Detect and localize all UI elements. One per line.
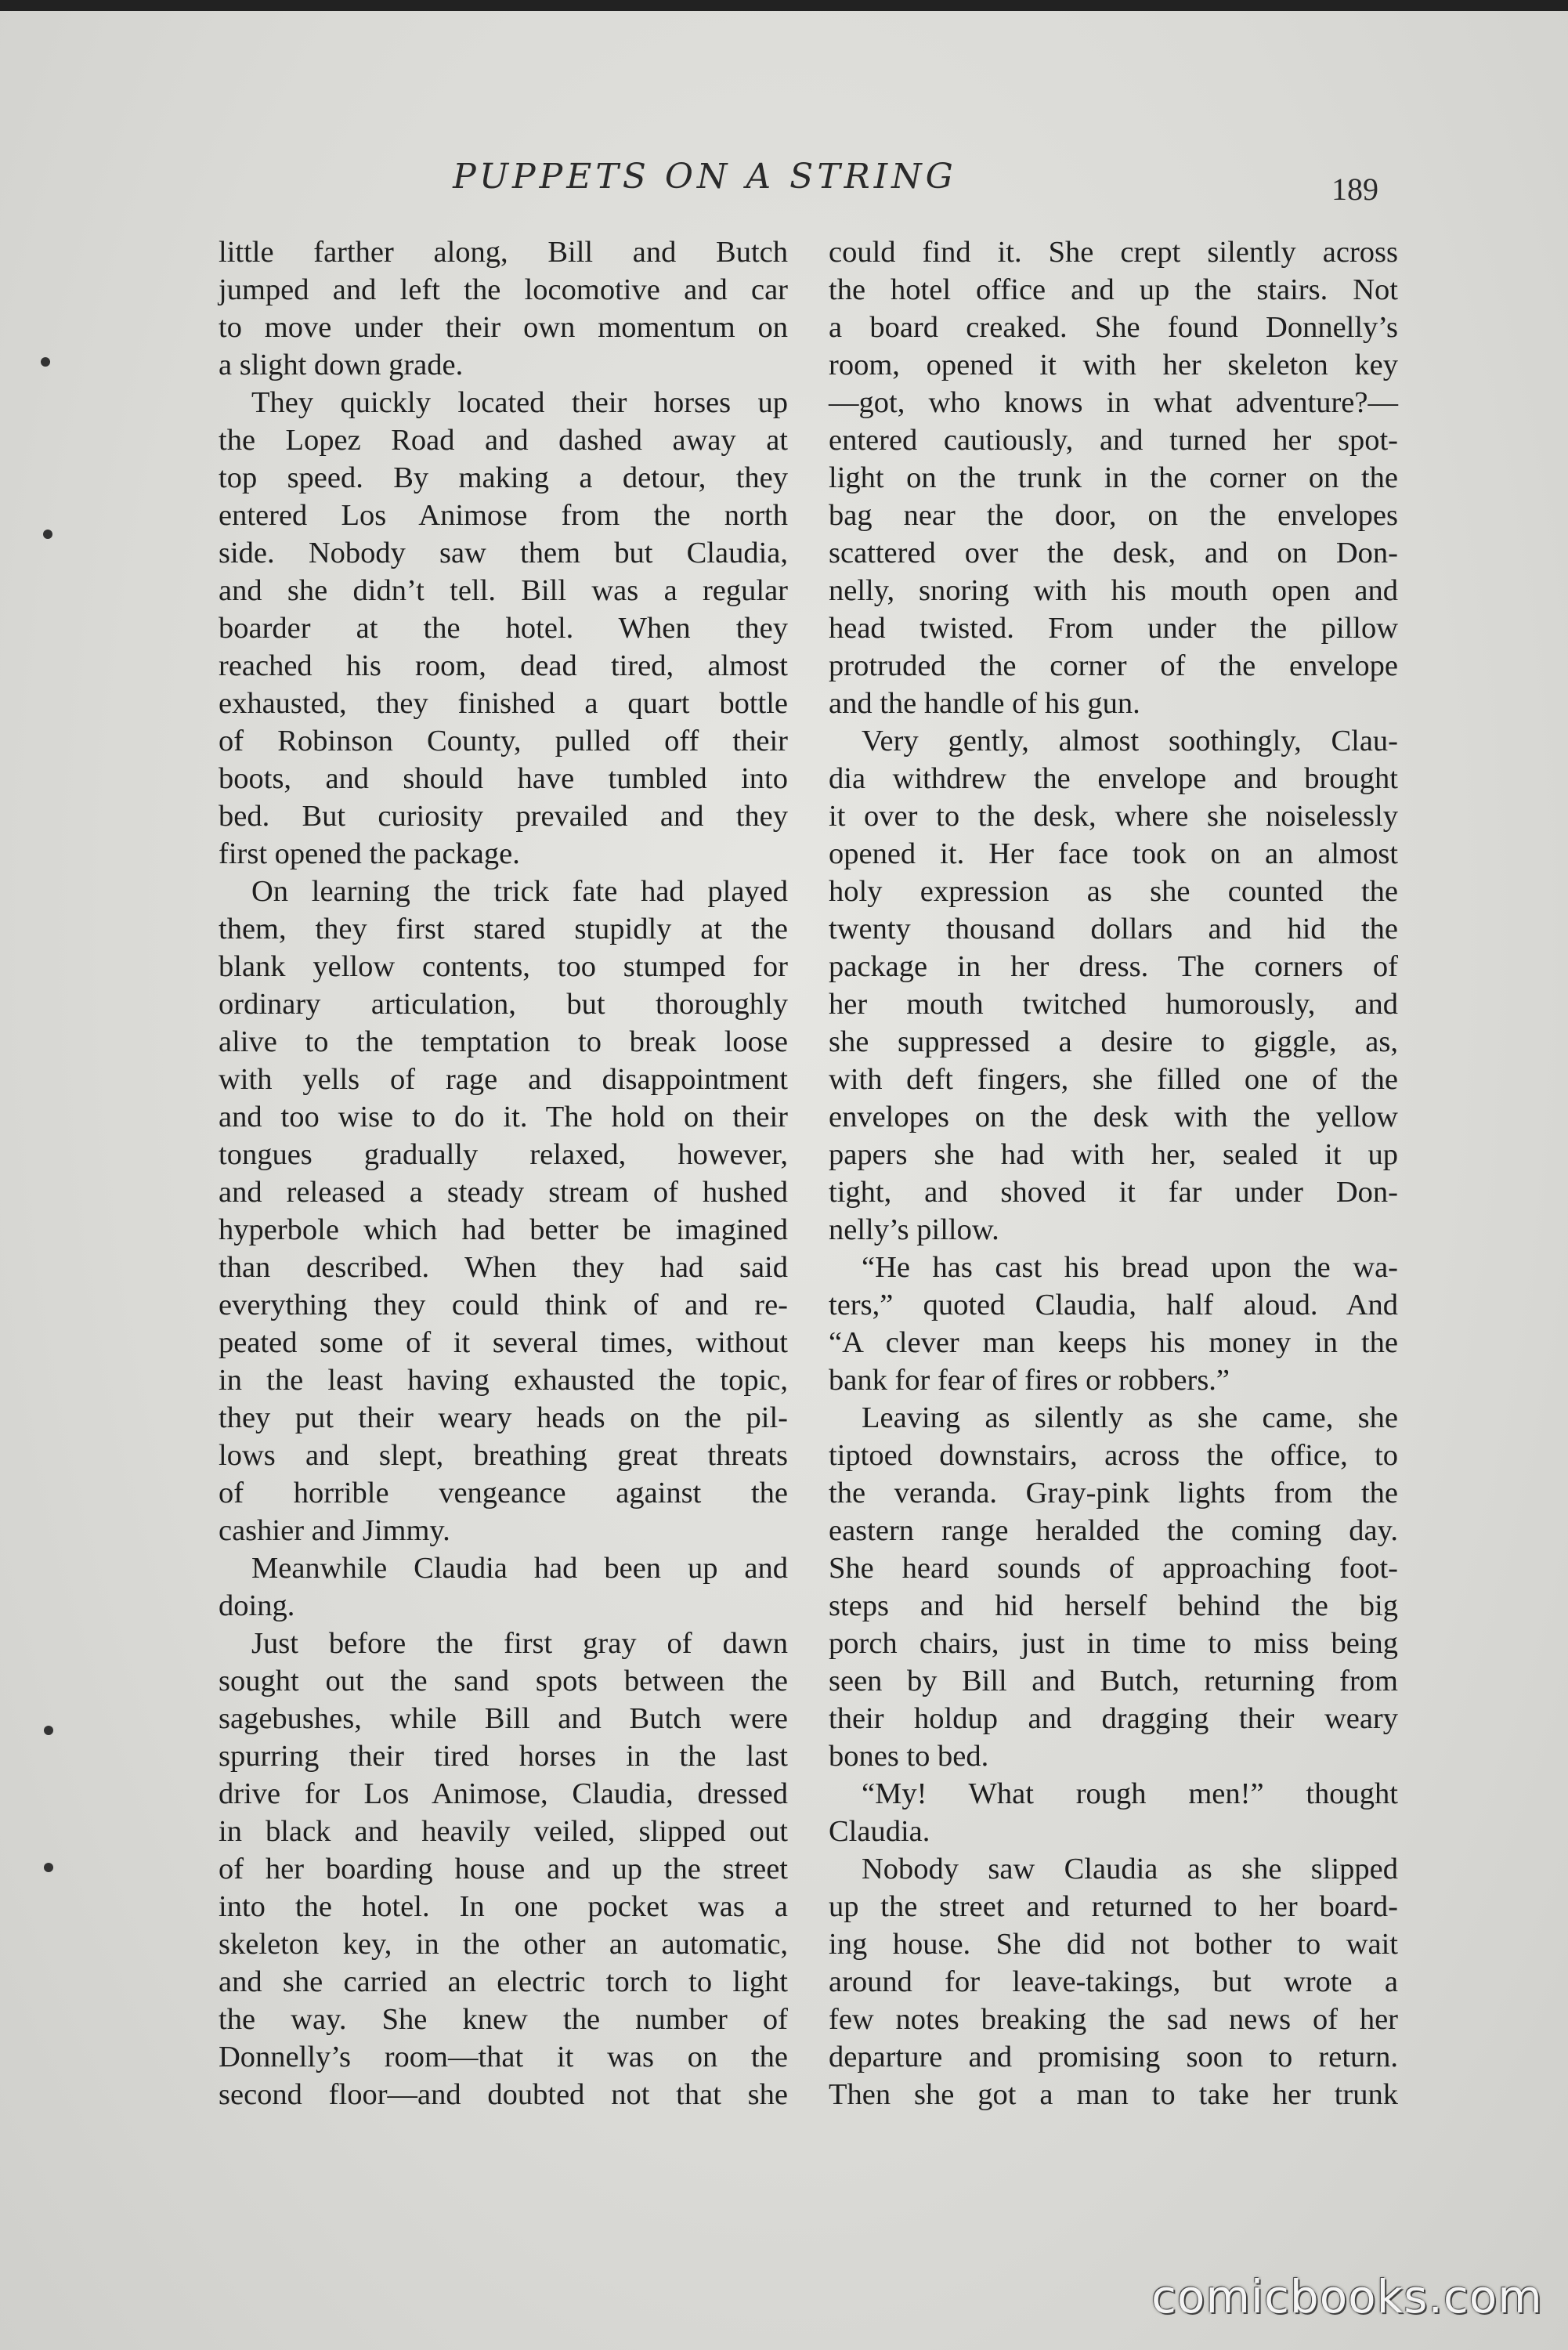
text-line: dia withdrew the envelope and brought (829, 762, 1398, 795)
text-line: into the hotel. In one pocket was a (219, 1890, 788, 1923)
running-title: PUPPETS ON A STRING (453, 157, 957, 197)
text-line: “A clever man keeps his money in the (829, 1326, 1398, 1359)
text-line: On learning the trick fate had played (251, 875, 788, 908)
text-line: head twisted. From under the pillow (829, 612, 1398, 645)
text-line: They quickly located their horses up (251, 386, 788, 419)
text-line: side. Nobody saw them but Claudia, (219, 537, 788, 569)
text-line: doing. (219, 1589, 295, 1622)
text-line: room, opened it with her skeleton key (829, 349, 1398, 381)
text-line: “My! What rough men!” thought (862, 1777, 1398, 1810)
text-line: exhausted, they finished a quart bottle (219, 687, 788, 720)
text-line: Very gently, almost soothingly, Clau- (862, 725, 1398, 757)
text-line: opened it. Her face took on an almost (829, 837, 1398, 870)
text-line: nelly’s pillow. (829, 1213, 999, 1246)
top-edge-rule (0, 0, 1568, 11)
binding-hole-mark (41, 357, 50, 367)
text-line: up the street and returned to her board- (829, 1890, 1398, 1923)
text-line: everything they could think of and re- (219, 1289, 788, 1321)
text-line: entered Los Animose from the north (219, 499, 788, 532)
text-line: —got, who knows in what adventure?— (829, 386, 1398, 419)
text-line: peated some of it several times, without (219, 1326, 788, 1359)
text-line: it over to the desk, where she noiselessly (829, 800, 1398, 833)
text-line: package in her dress. The corners of (829, 950, 1398, 983)
text-line: hyperbole which had better be imagined (219, 1213, 788, 1246)
text-line: papers she had with her, sealed it up (829, 1138, 1398, 1171)
watermark-logo: comicbooks.com (1151, 2270, 1543, 2323)
text-line: the hotel office and up the stairs. Not (829, 273, 1398, 306)
text-line: with deft fingers, she filled one of the (829, 1063, 1398, 1096)
text-line: them, they first stared stupidly at the (219, 913, 788, 945)
text-line: reached his room, dead tired, almost (219, 649, 788, 682)
text-line: top speed. By making a detour, they (219, 461, 788, 494)
text-line: sagebushes, while Bill and Butch were (219, 1702, 788, 1735)
text-line: and she didn’t tell. Bill was a regular (219, 574, 788, 607)
text-line: ters,” quoted Claudia, half aloud. And (829, 1289, 1398, 1321)
text-line: twenty thousand dollars and hid the (829, 913, 1398, 945)
text-line: lows and slept, breathing great threats (219, 1439, 788, 1472)
binding-hole-mark (43, 530, 52, 539)
text-line: in the least having exhausted the topic, (219, 1364, 788, 1397)
text-line: Leaving as silently as she came, she (862, 1401, 1398, 1434)
text-line: blank yellow contents, too stumped for (219, 950, 788, 983)
text-line: and released a steady stream of hushed (219, 1176, 788, 1209)
text-line: boots, and should have tumbled into (219, 762, 788, 795)
text-line: tiptoed downstairs, across the office, to (829, 1439, 1398, 1472)
text-line: and she carried an electric torch to light (219, 1965, 788, 1998)
text-line: and too wise to do it. The hold on their (219, 1101, 788, 1133)
text-line: protruded the corner of the envelope (829, 649, 1398, 682)
text-line: departure and promising soon to return. (829, 2041, 1398, 2073)
text-line: second floor—and doubted not that she (219, 2078, 788, 2111)
text-line: the veranda. Gray-pink lights from the (829, 1477, 1398, 1509)
text-line: bones to bed. (829, 1740, 989, 1773)
text-line: and the handle of his gun. (829, 687, 1140, 720)
binding-hole-mark (44, 1726, 53, 1735)
text-line: jumped and left the locomotive and car (219, 273, 788, 306)
text-line: of horrible vengeance against the (219, 1477, 788, 1509)
text-line: She heard sounds of approaching foot- (829, 1552, 1398, 1585)
text-line: Just before the first gray of dawn (251, 1627, 788, 1660)
text-line: seen by Bill and Butch, returning from (829, 1665, 1398, 1697)
text-line: Claudia. (829, 1815, 930, 1848)
binding-hole-mark (44, 1863, 53, 1872)
text-column-right (829, 233, 1398, 2113)
text-line: the Lopez Road and dashed away at (219, 424, 788, 457)
text-line: ordinary articulation, but thoroughly (219, 988, 788, 1021)
text-line: her mouth twitched humorously, and (829, 988, 1398, 1021)
page-number: 189 (1331, 172, 1378, 207)
text-line: porch chairs, just in time to miss being (829, 1627, 1398, 1660)
text-line: skeleton key, in the other an automatic, (219, 1928, 788, 1961)
text-line: she suppressed a desire to giggle, as, (829, 1025, 1398, 1058)
text-line: holy expression as she counted the (829, 875, 1398, 908)
text-line: steps and hid herself behind the big (829, 1589, 1398, 1622)
text-line: a slight down grade. (219, 349, 464, 381)
text-line: first opened the package. (219, 837, 520, 870)
text-line: boarder at the hotel. When they (219, 612, 788, 645)
text-line: eastern range heralded the coming day. (829, 1514, 1398, 1547)
text-line: scattered over the desk, and on Don- (829, 537, 1398, 569)
text-line: a board creaked. She found Donnelly’s (829, 311, 1398, 344)
text-line: their holdup and dragging their weary (829, 1702, 1398, 1735)
text-line: alive to the temptation to break loose (219, 1025, 788, 1058)
text-line: bed. But curiosity prevailed and they (219, 800, 788, 833)
text-line: nelly, snoring with his mouth open and (829, 574, 1398, 607)
text-line: of Robinson County, pulled off their (219, 725, 788, 757)
text-line: entered cautiously, and turned her spot- (829, 424, 1398, 457)
text-line: Then she got a man to take her trunk (829, 2078, 1398, 2111)
text-line: than described. When they had said (219, 1251, 788, 1284)
text-line: little farther along, Bill and Butch (219, 236, 788, 269)
text-line: around for leave-takings, but wrote a (829, 1965, 1398, 1998)
text-line: Meanwhile Claudia had been up and (251, 1552, 788, 1585)
text-line: tongues gradually relaxed, however, (219, 1138, 788, 1171)
text-line: ing house. She did not bother to wait (829, 1928, 1398, 1961)
text-line: Nobody saw Claudia as she slipped (862, 1853, 1398, 1885)
text-line: bank for fear of fires or robbers.” (829, 1364, 1230, 1397)
text-line: the way. She knew the number of (219, 2003, 788, 2036)
text-line: envelopes on the desk with the yellow (829, 1101, 1398, 1133)
text-line: they put their weary heads on the pil- (219, 1401, 788, 1434)
text-line: cashier and Jimmy. (219, 1514, 450, 1547)
text-line: of her boarding house and up the street (219, 1853, 788, 1885)
text-line: “He has cast his bread upon the wa- (862, 1251, 1398, 1284)
text-line: drive for Los Animose, Claudia, dressed (219, 1777, 788, 1810)
text-line: sought out the sand spots between the (219, 1665, 788, 1697)
text-line: tight, and shoved it far under Don- (829, 1176, 1398, 1209)
text-line: with yells of rage and disappointment (219, 1063, 788, 1096)
text-line: in black and heavily veiled, slipped out (219, 1815, 788, 1848)
text-line: could find it. She crept silently across (829, 236, 1398, 269)
text-line: few notes breaking the sad news of her (829, 2003, 1398, 2036)
text-line: spurring their tired horses in the last (219, 1740, 788, 1773)
text-column-left (219, 233, 788, 2113)
text-line: light on the trunk in the corner on the (829, 461, 1398, 494)
text-line: Donnelly’s room—that it was on the (219, 2041, 788, 2073)
text-line: bag near the door, on the envelopes (829, 499, 1398, 532)
text-line: to move under their own momentum on (219, 311, 788, 344)
